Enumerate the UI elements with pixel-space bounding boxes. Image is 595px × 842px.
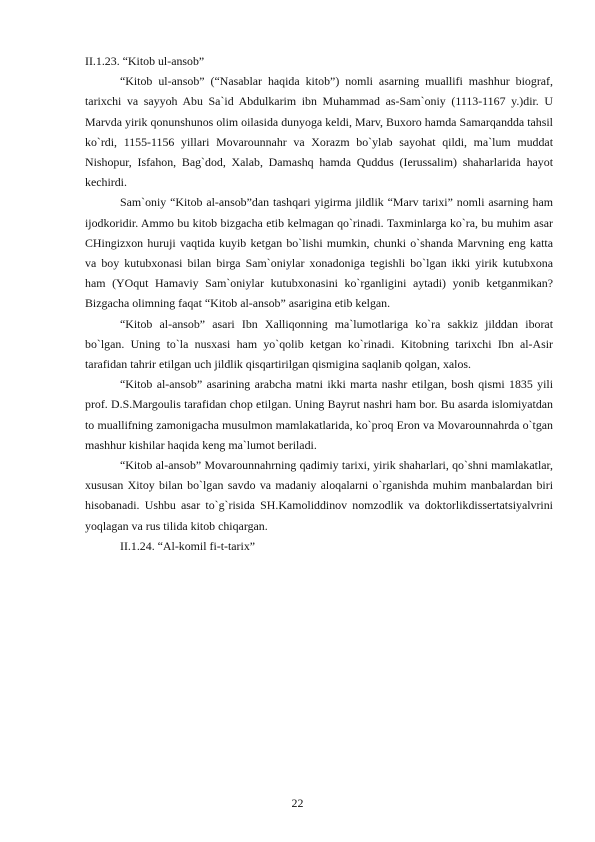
paragraph-author: “Kitob ul-ansob” (“Nasablar haqida kitob”) nomli asarning muallifi mashhur biograf, tarixchi va sayyoh Abu Sa`id Abdulkarim ibn Muhammad as-Sam`oniy (1113-1167 y.)dir. U Marvda yirik qonunshunos olim oilasida dunyoga keldi, Marv, Buxoro hamda Samarqandda tahsil ko`rdi, 1155-1156 yillari Movarounnahr va Xorazm bo`ylab sayohat qildi, ma`lum muddat Nishopur, Isfahon, Bag`dod, Xalab, Damashq hamda Quddus (Ierussalim) shaharlarida hayot kechirdi. <box>85 74 553 190</box>
paragraph-volumes: “Kitob al-ansob” asari Ibn Xalliqonning ma`lumotlariga ko`ra sakkiz jilddan iborat bo`lgan. Uning to`la nusxasi ham yo`qolib ketgan ko`rinadi. Kitobning tarixchi Ibn al-Asir tarafidan tahrir etilgan uch jildlik qisqartirilgan qismigina saqlanib qolgan, xalos. <box>85 316 553 372</box>
document-body <box>85 51 553 556</box>
paragraph-marv-history: Sam`oniy “Kitob al-ansob”dan tashqari yigirma jildlik “Marv tarixi” nomli asarning ham ijodkoridir. Ammo bu kitob bizgacha etib kelmagan qo`rinadi. Taxminlarga ko`ra, bu muhim asar CHingizxon huruji vaqtida kuyib ketgan bo`lishi mumkin, chunki o`shanda Marvning eng katta va boy kutubxonasi bilan birga Sam`oniylar xonadoniga tegishli bo`lgan ikki yirik kutubxona ham (YOqut Hamaviy Sam`oniylar kutubxonasini ko`rganligini aytadi) yonib ketganmikan? Bizgacha olimning faqat “Kitob al-ansob” asarigina etib kelgan. <box>85 195 553 311</box>
paragraph-editions: “Kitob al-ansob” asarining arabcha matni ikki marta nashr etilgan, bosh qismi 1835 yili prof. D.S.Margoulis tarafidan chop etilgan. Uning Bayrut nashri ham bor. Bu asarda islomiyatdan to muallifning zamonigacha musulmon mamlakatlarida, ko`proq Eron va Movarounnahrda o`tgan mashhur kishilar haqida keng ma`lumot beriladi. <box>85 377 553 452</box>
next-section-heading: II.1.24. “Al-komil fi-t-tarix” <box>120 538 256 553</box>
section-heading: II.1.23. “Kitob ul-ansob” <box>85 54 205 68</box>
paragraph-significance: “Kitob al-ansob” Movarounnahrning qadimiy tarixi, yirik shaharlari, qo`shni mamlakatlar, xususan Xitoy bilan bo`lgan savdo va madaniy aloqalarni o`rganishda muhim manbalardan biri hisobanadi. Ushbu asar to`g`risida SH.Kamoliddinov nomzodlik va doktorlikdissertatsiyalvrini yoqlagan va rus tilida kitob chiqargan. <box>85 458 553 533</box>
page-number: 22 <box>291 796 304 810</box>
